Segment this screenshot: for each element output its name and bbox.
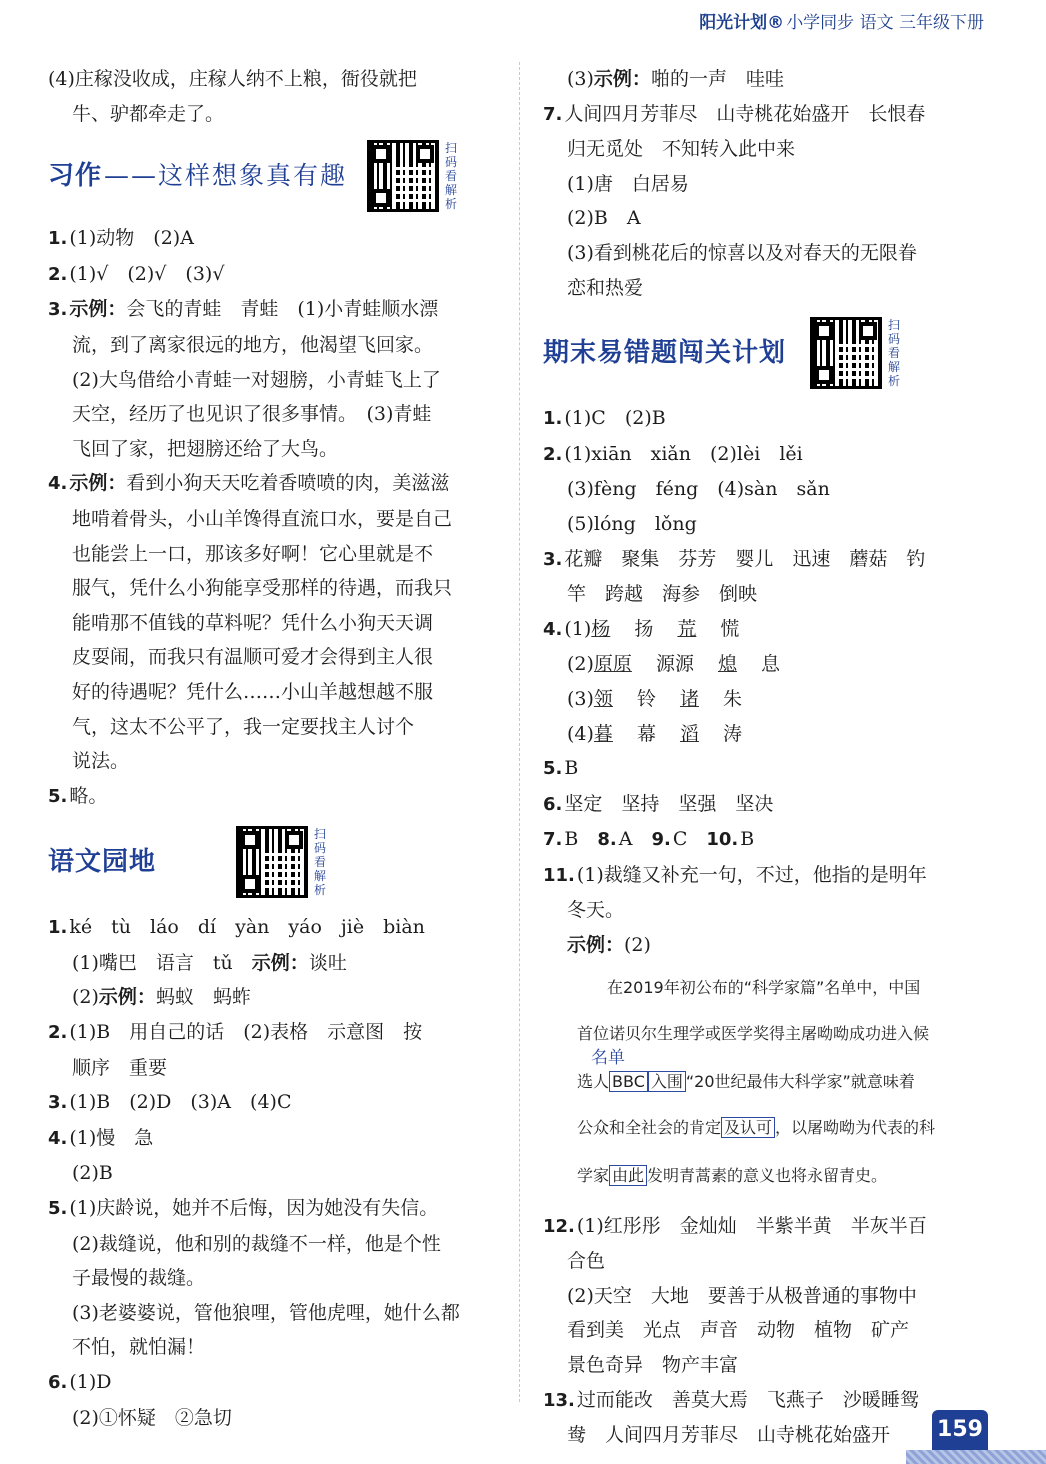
excerpt-seg: 发明青蒿素的意义也将永留青史。 xyxy=(647,1165,888,1185)
character-answer: 源源 xyxy=(655,653,694,676)
answer-text: (3) xyxy=(567,68,594,90)
character-answer: 慌 xyxy=(720,617,740,640)
excerpt-line: 首位诺贝尔生理学或医学奖得主屠呦呦成功进入候 xyxy=(577,1023,930,1043)
answer-text: 好的待遇呢？凭什么……小山羊越想越不服 xyxy=(72,680,434,703)
answer-text: 竿 跨越 海参 倒映 xyxy=(567,583,758,606)
question-number: 8. xyxy=(597,829,617,851)
question-number: 5. xyxy=(48,785,68,807)
question-number: 13. xyxy=(543,1389,575,1411)
answer-line xyxy=(543,472,991,507)
answer-line xyxy=(543,167,991,202)
question-number: 3. xyxy=(48,1092,68,1114)
answer-line xyxy=(543,62,991,97)
answer-text: (1)动物 (2)A xyxy=(69,227,194,250)
left-column xyxy=(48,62,496,1429)
section-header-garden xyxy=(48,816,496,908)
answer-line xyxy=(543,787,991,823)
decorative-bar xyxy=(906,1450,1046,1464)
answer-line xyxy=(48,1296,496,1331)
qr-code-icon[interactable] xyxy=(236,826,308,898)
question-number: 3. xyxy=(48,299,68,321)
answer-text: 谈吐 xyxy=(308,951,347,974)
answer-line xyxy=(48,1365,496,1401)
answer-line xyxy=(48,710,496,745)
answer-text: (1)√ (2)√ (3)√ xyxy=(69,262,225,285)
answer-text: 归无觅处 不知转入此中来 xyxy=(567,138,796,161)
scan-label: 扫码看解析 xyxy=(314,827,327,898)
answer-line xyxy=(48,292,496,328)
answer-text: (3)看到桃花后的惊喜以及对春天的无限眷 xyxy=(567,241,917,264)
answer-text: 略。 xyxy=(69,784,108,807)
answer-line xyxy=(48,363,496,398)
answer-text: 景色奇异 物产丰富 xyxy=(567,1354,739,1377)
answer-text: (2)①怀疑 ②急切 xyxy=(72,1406,232,1429)
boxed-text: 入围 xyxy=(648,1071,686,1092)
answer-text: B xyxy=(564,757,579,780)
answer-text: (2)B xyxy=(72,1162,113,1185)
answer-line xyxy=(48,432,496,467)
answer-text: (2)B A xyxy=(567,207,641,230)
answer-line: (4)庄稼没收成，庄稼人纳不上粮，衙役就把 xyxy=(48,68,417,90)
answer-line xyxy=(48,502,496,537)
section-header-final-review xyxy=(543,307,991,399)
answer-line xyxy=(48,1121,496,1157)
brand-name: 阳光计划® xyxy=(699,13,785,33)
character-answer: 幕 xyxy=(636,722,656,745)
excerpt-line xyxy=(577,1111,935,1146)
answer-text: (2)裁缝说，他和别的裁缝不一样，他是个性 xyxy=(72,1232,441,1255)
answer-text: 合色 xyxy=(567,1250,606,1273)
answer-text: (1)D xyxy=(69,1371,112,1393)
answer-line xyxy=(48,910,496,946)
answer-text: 人间四月芳菲尽 山寺桃花始盛开 长恨春 xyxy=(564,102,926,125)
boxed-text: BBC xyxy=(609,1071,648,1092)
answer-line xyxy=(543,542,991,578)
answer-line xyxy=(543,507,991,542)
answer-line xyxy=(543,437,991,473)
answer-line xyxy=(543,132,991,167)
answer-line xyxy=(543,201,991,236)
example-label: 示例： xyxy=(98,986,156,1009)
answer-text: 冬天。 xyxy=(567,899,625,922)
answer-line xyxy=(48,397,496,432)
answer-text: (2)大鸟借给小青蛙一对翅膀，小青蛙飞上了 xyxy=(72,368,441,391)
answer-line xyxy=(543,97,991,133)
qr-code-icon[interactable] xyxy=(810,317,882,389)
answer-text: 顺序 重要 xyxy=(72,1056,168,1079)
excerpt-line xyxy=(577,1159,887,1194)
answer-line xyxy=(543,612,991,648)
answer-text: 不怕，就怕漏！ xyxy=(72,1336,206,1359)
answer-text: 能啃那不值钱的草料呢？凭什么小狗天天调 xyxy=(72,611,434,634)
character-answer: 朱 xyxy=(722,687,742,710)
answers-final-review-2 xyxy=(543,751,991,963)
excerpt-seg: 选人 xyxy=(577,1071,610,1091)
header-text xyxy=(699,8,984,33)
answer-line xyxy=(48,1261,496,1296)
question-number: 11. xyxy=(543,864,575,886)
excerpt-seg: 学家 xyxy=(577,1165,610,1185)
answer-line xyxy=(543,577,991,612)
answer-text: 地啃着骨头，小山羊馋得直流口水，要是自己 xyxy=(72,507,453,530)
question-number: 1. xyxy=(48,917,68,939)
question-number: 1. xyxy=(48,228,68,250)
answer-text: (3)fèng féng (4)sàn sǎn xyxy=(567,478,830,501)
answer-line xyxy=(48,1330,496,1365)
answer-line xyxy=(48,537,496,572)
character-answer: 领 xyxy=(593,687,613,710)
answer-line xyxy=(48,1227,496,1262)
character-answer: 铃 xyxy=(636,687,656,710)
question-number: 7. xyxy=(543,829,563,851)
example-label: 示例： xyxy=(251,951,309,974)
answer-text: 飞回了家，把翅膀还给了大鸟。 xyxy=(72,437,339,460)
answer-text: 花瓣 聚集 芬芳 婴儿 迅速 蘑菇 钓 xyxy=(564,547,926,570)
answers-final-review-3 xyxy=(543,1209,991,1453)
section-header-writing xyxy=(48,133,496,219)
answer-text: B xyxy=(564,828,598,851)
column-divider xyxy=(519,62,520,1402)
answer-line xyxy=(543,1279,991,1314)
answer-text: 看到小狗天天吃着香喷喷的肉，美滋滋 xyxy=(126,472,450,495)
answer-line xyxy=(543,1244,991,1279)
answer-text: (1)C (2)B xyxy=(564,407,666,430)
character-answer: 荒 xyxy=(677,617,697,640)
sub-label: (2) xyxy=(567,653,594,676)
answer-4-characters xyxy=(543,612,991,751)
answer-text: 会飞的青蛙 青蛙 (1)小青蛙顺水漂 xyxy=(126,298,439,321)
answer-line xyxy=(48,980,496,1015)
qr-code-icon[interactable] xyxy=(367,140,439,212)
answer-line xyxy=(543,893,991,928)
question-number: 5. xyxy=(543,758,563,780)
answer-line xyxy=(543,858,991,894)
answer-line xyxy=(48,1156,496,1191)
answer-text: 说法。 xyxy=(72,750,130,773)
section-title: 期末易错题闯关计划 xyxy=(543,337,787,368)
handwritten-correction-excerpt xyxy=(577,969,977,1203)
example-label: 示例： xyxy=(69,472,127,495)
answer-line xyxy=(48,675,496,710)
answer-line xyxy=(543,1313,991,1348)
answer-text: (2) xyxy=(72,986,99,1009)
answer-text: 皮耍闹，而我只有温顺可爱才会得到主人很 xyxy=(72,646,434,669)
section-title: 习作 xyxy=(48,160,103,191)
answer-line xyxy=(48,571,496,606)
answer-text: (3)老婆婆说，管他狼哩，管他虎哩，她什么都 xyxy=(72,1301,460,1324)
answer-text: 天空，经历了也见识了很多事情。 (3)青蛙 xyxy=(72,403,432,426)
answer-text: 坚定 坚持 坚强 坚决 xyxy=(564,792,774,815)
question-number: 10. xyxy=(706,829,739,851)
answers-garden xyxy=(48,910,496,1435)
example-label: 示例： xyxy=(567,934,625,957)
answer-text: 也能尝上一口，那该多好啊！它心里就是不 xyxy=(72,542,434,565)
answer-line xyxy=(543,717,991,752)
answer-text: 鸯 人间四月芳菲尽 山寺桃花始盛开 xyxy=(567,1424,891,1447)
answer-text: 蚂蚁 蚂蚱 xyxy=(155,986,251,1009)
character-answer: 诸 xyxy=(679,687,699,710)
answer-line xyxy=(543,928,991,963)
answer-text: (1)嘴巴 语言 tǔ xyxy=(72,951,252,974)
question-number: 2. xyxy=(48,1022,68,1044)
answer-line xyxy=(48,466,496,502)
character-answer: 原原 xyxy=(593,653,632,676)
answer-text: (1)裁缝又补充一句，不过，他指的是明年 xyxy=(576,863,927,886)
question-number: 12. xyxy=(543,1215,575,1237)
answer-text: 服气，凭什么小狗能享受那样的待遇，而我只 xyxy=(72,577,453,600)
answer-text: (1)B 用自己的话 (2)表格 示意图 按 xyxy=(69,1021,423,1044)
answer-text: 气，这太不公平了，我一定要找主人讨个 xyxy=(72,715,415,738)
boxed-text: 由此 xyxy=(609,1165,647,1186)
question-number: 4. xyxy=(543,618,563,640)
answer-text: 流，到了离家很远的地方，他渴望飞回家。 xyxy=(72,333,434,356)
answer-text: (1)xiān xiǎn (2)lèi lěi xyxy=(564,442,803,465)
boxed-text: 及认可 xyxy=(721,1117,775,1138)
answer-line xyxy=(48,1085,496,1121)
section-subtitle: ——这样想象真有趣 xyxy=(104,160,348,190)
answer-line xyxy=(543,1209,991,1245)
character-answer: 息 xyxy=(760,653,780,676)
question-number: 4. xyxy=(48,1127,68,1149)
answer-line: 牛、驴都牵走了。 xyxy=(72,102,225,125)
header-bar xyxy=(0,0,1046,36)
answer-text: 看到美 光点 声音 动物 植物 矿产 xyxy=(567,1319,910,1342)
character-answer: 涛 xyxy=(722,722,742,745)
answer-text: (1)唐 白居易 xyxy=(567,172,689,195)
answer-line xyxy=(48,221,496,257)
answer-line xyxy=(48,257,496,293)
section-title: 语文园地 xyxy=(48,846,157,877)
answer-line xyxy=(48,1401,496,1436)
answers-final-review xyxy=(543,401,991,612)
excerpt-seg: ，以屠呦呦为代表的科 xyxy=(775,1117,936,1137)
answer-line xyxy=(543,236,991,271)
question-number: 3. xyxy=(543,548,563,570)
answer-line xyxy=(48,779,496,815)
answer-line xyxy=(543,1383,991,1419)
question-number: 6. xyxy=(48,1372,68,1393)
answer-line xyxy=(48,1191,496,1227)
answer-text: (1)B (2)D (3)A (4)C xyxy=(69,1091,292,1114)
excerpt-seg: 公众和全社会的肯定 xyxy=(577,1117,722,1137)
answer-line xyxy=(48,606,496,641)
answer-text: B xyxy=(740,828,755,851)
sub-label: (4) xyxy=(567,722,594,745)
answer-text: (2)天空 大地 要善于从极普通的事物中 xyxy=(567,1284,917,1307)
answer-line xyxy=(48,946,496,981)
answer-text: 恋和热爱 xyxy=(567,276,644,299)
question-number: 2. xyxy=(543,443,563,465)
character-answer: 杨 xyxy=(591,617,611,640)
answer-line xyxy=(543,751,991,787)
answer-line xyxy=(48,328,496,363)
answer-line xyxy=(543,1348,991,1383)
question-number: 7. xyxy=(543,103,563,125)
answers-writing xyxy=(48,221,496,814)
question-number: 4. xyxy=(48,473,68,495)
character-answer: 熄 xyxy=(717,653,737,676)
book-info: 小学同步 语文 三年级下册 xyxy=(786,13,984,33)
answer-text: (5)lóng lǒng xyxy=(567,512,697,535)
question-number: 2. xyxy=(48,263,68,285)
answer-text: C xyxy=(672,828,707,851)
question-number: 1. xyxy=(543,408,563,430)
scan-label: 扫码看解析 xyxy=(445,141,458,212)
answer-line xyxy=(543,401,991,437)
answer-line xyxy=(543,822,991,858)
excerpt-line: 在2019年初公布的“科学家篇”名单中，中国 xyxy=(607,977,921,997)
answer-line xyxy=(543,1418,991,1453)
answer-text: (1)红彤彤 金灿灿 半紫半黄 半灰半百 xyxy=(576,1214,927,1237)
character-answer: 暮 xyxy=(593,722,613,745)
answer-text: 过而能改 善莫大焉 飞燕子 沙暖睡鸳 xyxy=(576,1388,919,1411)
excerpt-line xyxy=(577,1065,915,1100)
example-label: 示例： xyxy=(593,68,651,90)
answer-text: ké tù láo dí yàn yáo jiè biàn xyxy=(69,916,425,939)
question-number: 6. xyxy=(543,793,563,815)
answer-line xyxy=(48,1015,496,1051)
answer-text: (1)慢 急 xyxy=(69,1126,154,1149)
sub-label: (3) xyxy=(567,687,594,710)
character-answer: 滔 xyxy=(679,722,699,745)
character-answer: 扬 xyxy=(634,617,654,640)
scan-label: 扫码看解析 xyxy=(888,318,901,389)
answer-line xyxy=(543,682,991,717)
answer-line xyxy=(48,744,496,779)
excerpt-seg: “20世纪最伟大科学家”就意味着 xyxy=(685,1071,915,1091)
answer-text: (2) xyxy=(624,934,651,957)
sub-label: (1) xyxy=(564,617,592,640)
answer-line xyxy=(543,647,991,682)
example-label: 示例： xyxy=(69,298,127,321)
page-number: 159 xyxy=(932,1410,988,1450)
answers-continued xyxy=(543,62,991,305)
answer-line xyxy=(48,1051,496,1086)
answer-text: (1)庆龄说，她并不后悔，因为她没有失信。 xyxy=(69,1197,439,1220)
answer-text: 啪的一声 哇哇 xyxy=(650,68,784,90)
answer-text: A xyxy=(618,828,652,851)
inserted-word: 名单 xyxy=(591,1047,625,1068)
answer-line xyxy=(48,640,496,675)
question-number: 5. xyxy=(48,1198,68,1220)
answer-text: 子最慢的裁缝。 xyxy=(72,1267,206,1290)
question-number: 9. xyxy=(651,829,671,851)
answer-line xyxy=(543,271,991,306)
